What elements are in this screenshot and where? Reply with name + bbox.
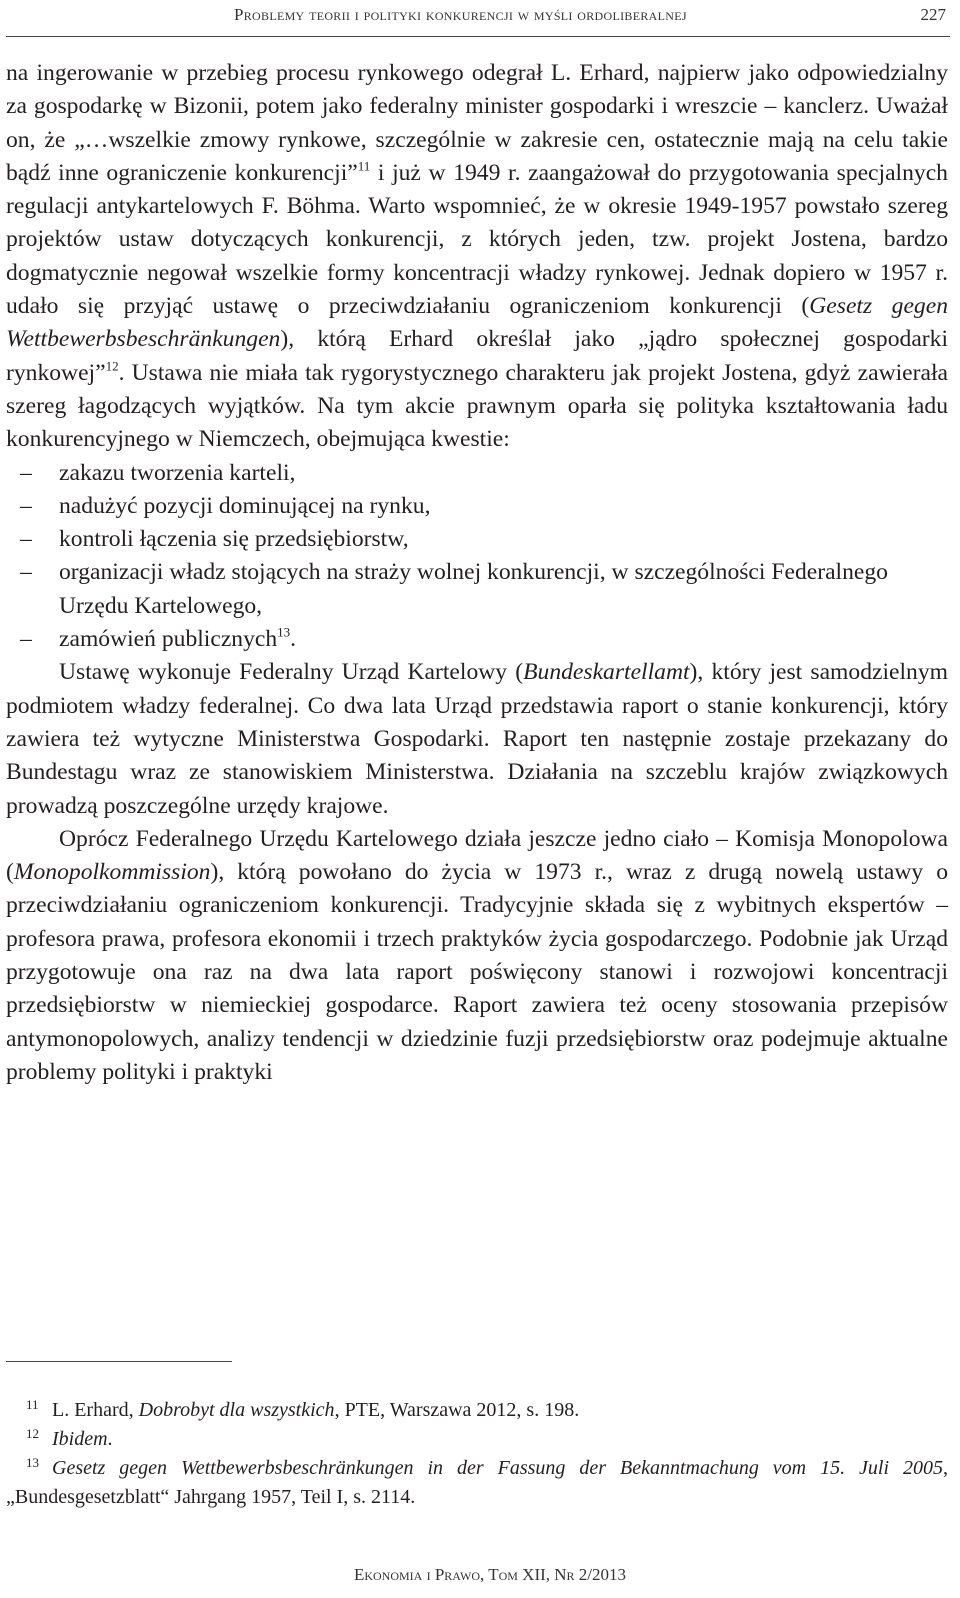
p2-text-a: Ustawę wykonuje Federalny Urząd Kartelowy ( <box>59 659 524 686</box>
footnote-italic: Ibidem <box>52 1428 108 1450</box>
list-dash: – <box>20 559 32 586</box>
p1-text-a: na ingerowanie w przebieg procesu rynkowego odegrał L. Erhard, najpierw jako odpowiedzialny za gospodarkę w Bizonii, potem jako federalny minister gospodarki i wreszcie – kanclerz. Uważał on, że „…wszelkie zmowy rynkowe, szczególnie w zakresie cen, ostatecznie mają na celu takie bądź inne ograniczenie konkurencji” <box>6 60 948 186</box>
list-item-text: organizacji władz stojących na straży wolnej konkurencji, w szczególności Federalnego Urzędu Kartelowego, <box>59 559 888 619</box>
journal-footer: Ekonomia i Prawo, Tom XII, Nr 2/2013 <box>353 1565 627 1584</box>
list-item-text: zakazu tworzenia karteli, <box>59 459 296 486</box>
list-dash: – <box>20 492 32 519</box>
list-item <box>6 490 948 523</box>
p3-text-b: ), którą powołano do życia w 1973 r., wraz z drugą nowelą ustawy o przeciwdziałaniu ograniczeniom konkurencji. Tradycyjnie składa się z wybitnych ekspertów – profesora prawa, profesora ekonomii i trzech praktyków życia gospodarczego. Podobnie jak Urząd przygotowuje ona raz na dwa lata raport poświęcony stanowi i rozwojowi koncentracji przedsiębiorstw w niemieckiej gospodarce. Raport zawiera też oceny stosowania przepisów antymonopolowych, analizy tendencji w dziedzinie fuzji przedsiębiorstw oraz podejmuje aktualne problemy polityki i praktyki <box>6 859 948 1085</box>
list-dash: – <box>20 459 32 486</box>
list-item <box>6 556 948 623</box>
main-text <box>6 57 948 1089</box>
footnote-ref-12[interactable]: 12 <box>105 357 119 373</box>
list-item <box>6 623 948 656</box>
p3-text-a: Oprócz Federalnego Urzędu Kartelowego działa jeszcze jedno ciało – Komisja Monopolowa ( <box>6 825 948 886</box>
list-item-text: zamówień publicznych <box>59 626 278 653</box>
p2-text-b: ), który jest samodzielnym podmiotem władzy federalnej. Co dwa lata Urząd przedstawia raport o stanie konkurencji, który zawiera też wytyczne Ministerstwa Gospodarki. Raport ten następnie zostaje przekazany do Bundestagu wraz ze stanowiskiem Ministerstwa. Działania na szczeblu krajów związkowych prowadzą poszczególne urzędy krajowe. <box>6 659 948 819</box>
footnote-12: 12 Ibidem. <box>26 1425 113 1450</box>
footnote-ref-11[interactable]: 11 <box>357 158 371 174</box>
header-rule <box>6 36 950 37</box>
footnote-text: , PTE, Warszawa 2012, s. 198. <box>334 1399 580 1421</box>
footnote-13: 13 Gesetz gegen Wettbewerbsbeschränkungen in der Fassung der Bekanntmachung vom 15. Juli 2005, „Bundesgesetzblatt“ Jahrgang 1957, Teil I, s. 2114. <box>6 1454 948 1508</box>
p1-text-c: ), którą Erhard określał jako „jądro społecznej gospodarki rynkowej” <box>6 326 948 386</box>
list-item <box>6 523 948 556</box>
paragraph-3 <box>6 823 948 1089</box>
running-header <box>0 0 960 42</box>
p1-text-b: i już w 1949 r. zaangażował do przygotowania specjalnych regulacji antykartelowych F. Böhma. Warto wspomnieć, że w okresie 1949-1957 powstało szereg projektów ustaw dotyczących konkurencji, z których jeden, tzw. projekt Jostena, bardzo dogmatycznie negował wszelkie formy koncentracji władzy rynkowej. Jednak dopiero w 1957 r. udało się przyjąć ustawę o przeciwdziałaniu ograniczeniom konkurencji ( <box>6 159 948 320</box>
list-dash: – <box>20 526 32 553</box>
p1-italic-title: Gesetz gegen Wettbewerbsbeschränkungen <box>6 293 948 353</box>
paragraph-1 <box>6 57 948 457</box>
footnote-italic: Gesetz gegen Wettbewerbsbeschränkungen in der Fassung der Bekanntmachung vom 15. Juli 2005 <box>52 1457 943 1479</box>
footnote-text: . <box>107 1428 113 1450</box>
footnote-italic: Dobrobyt dla wszystkich <box>138 1399 335 1421</box>
p2-italic-name: Bundeskartellamt <box>523 659 690 686</box>
list-item-text: nadużyć pozycji dominującej na rynku, <box>59 492 431 519</box>
issues-list <box>6 457 948 657</box>
list-dash: – <box>20 626 32 653</box>
footnote-11: 11 L. Erhard, Dobrobyt dla wszystkich, PTE, Warszawa 2012, s. 198. <box>26 1396 580 1421</box>
p1-text-d: . Ustawa nie miała tak rygorystycznego charakteru jak projekt Jostena, gdyż zawierała szereg łagodzących wyjątków. Na tym akcie prawnym oparła się polityka kształtowania ładu konkurencyjnego w Niemczech, obejmująca kwestie: <box>6 359 948 453</box>
running-title: Problemy teorii i polityki konkurencji w myśli ordoliberalnej <box>234 5 687 24</box>
footnote-separator <box>6 1361 232 1362</box>
footnote-ref-13[interactable]: 13 <box>277 624 291 640</box>
list-item <box>6 457 948 490</box>
list-end-punct: . <box>290 626 297 653</box>
paragraph-2 <box>6 656 948 822</box>
footnotes <box>6 1396 948 1512</box>
footnote-text: , „Bundesgesetzblatt“ Jahrgang 1957, Teil I, s. 2114. <box>6 1457 948 1508</box>
footnote-text: L. Erhard, <box>52 1399 139 1421</box>
list-item-text: kontroli łączenia się przedsiębiorstw, <box>59 526 409 553</box>
p3-italic-name: Monopolkommission <box>13 859 211 886</box>
page-number: 227 <box>920 5 946 24</box>
